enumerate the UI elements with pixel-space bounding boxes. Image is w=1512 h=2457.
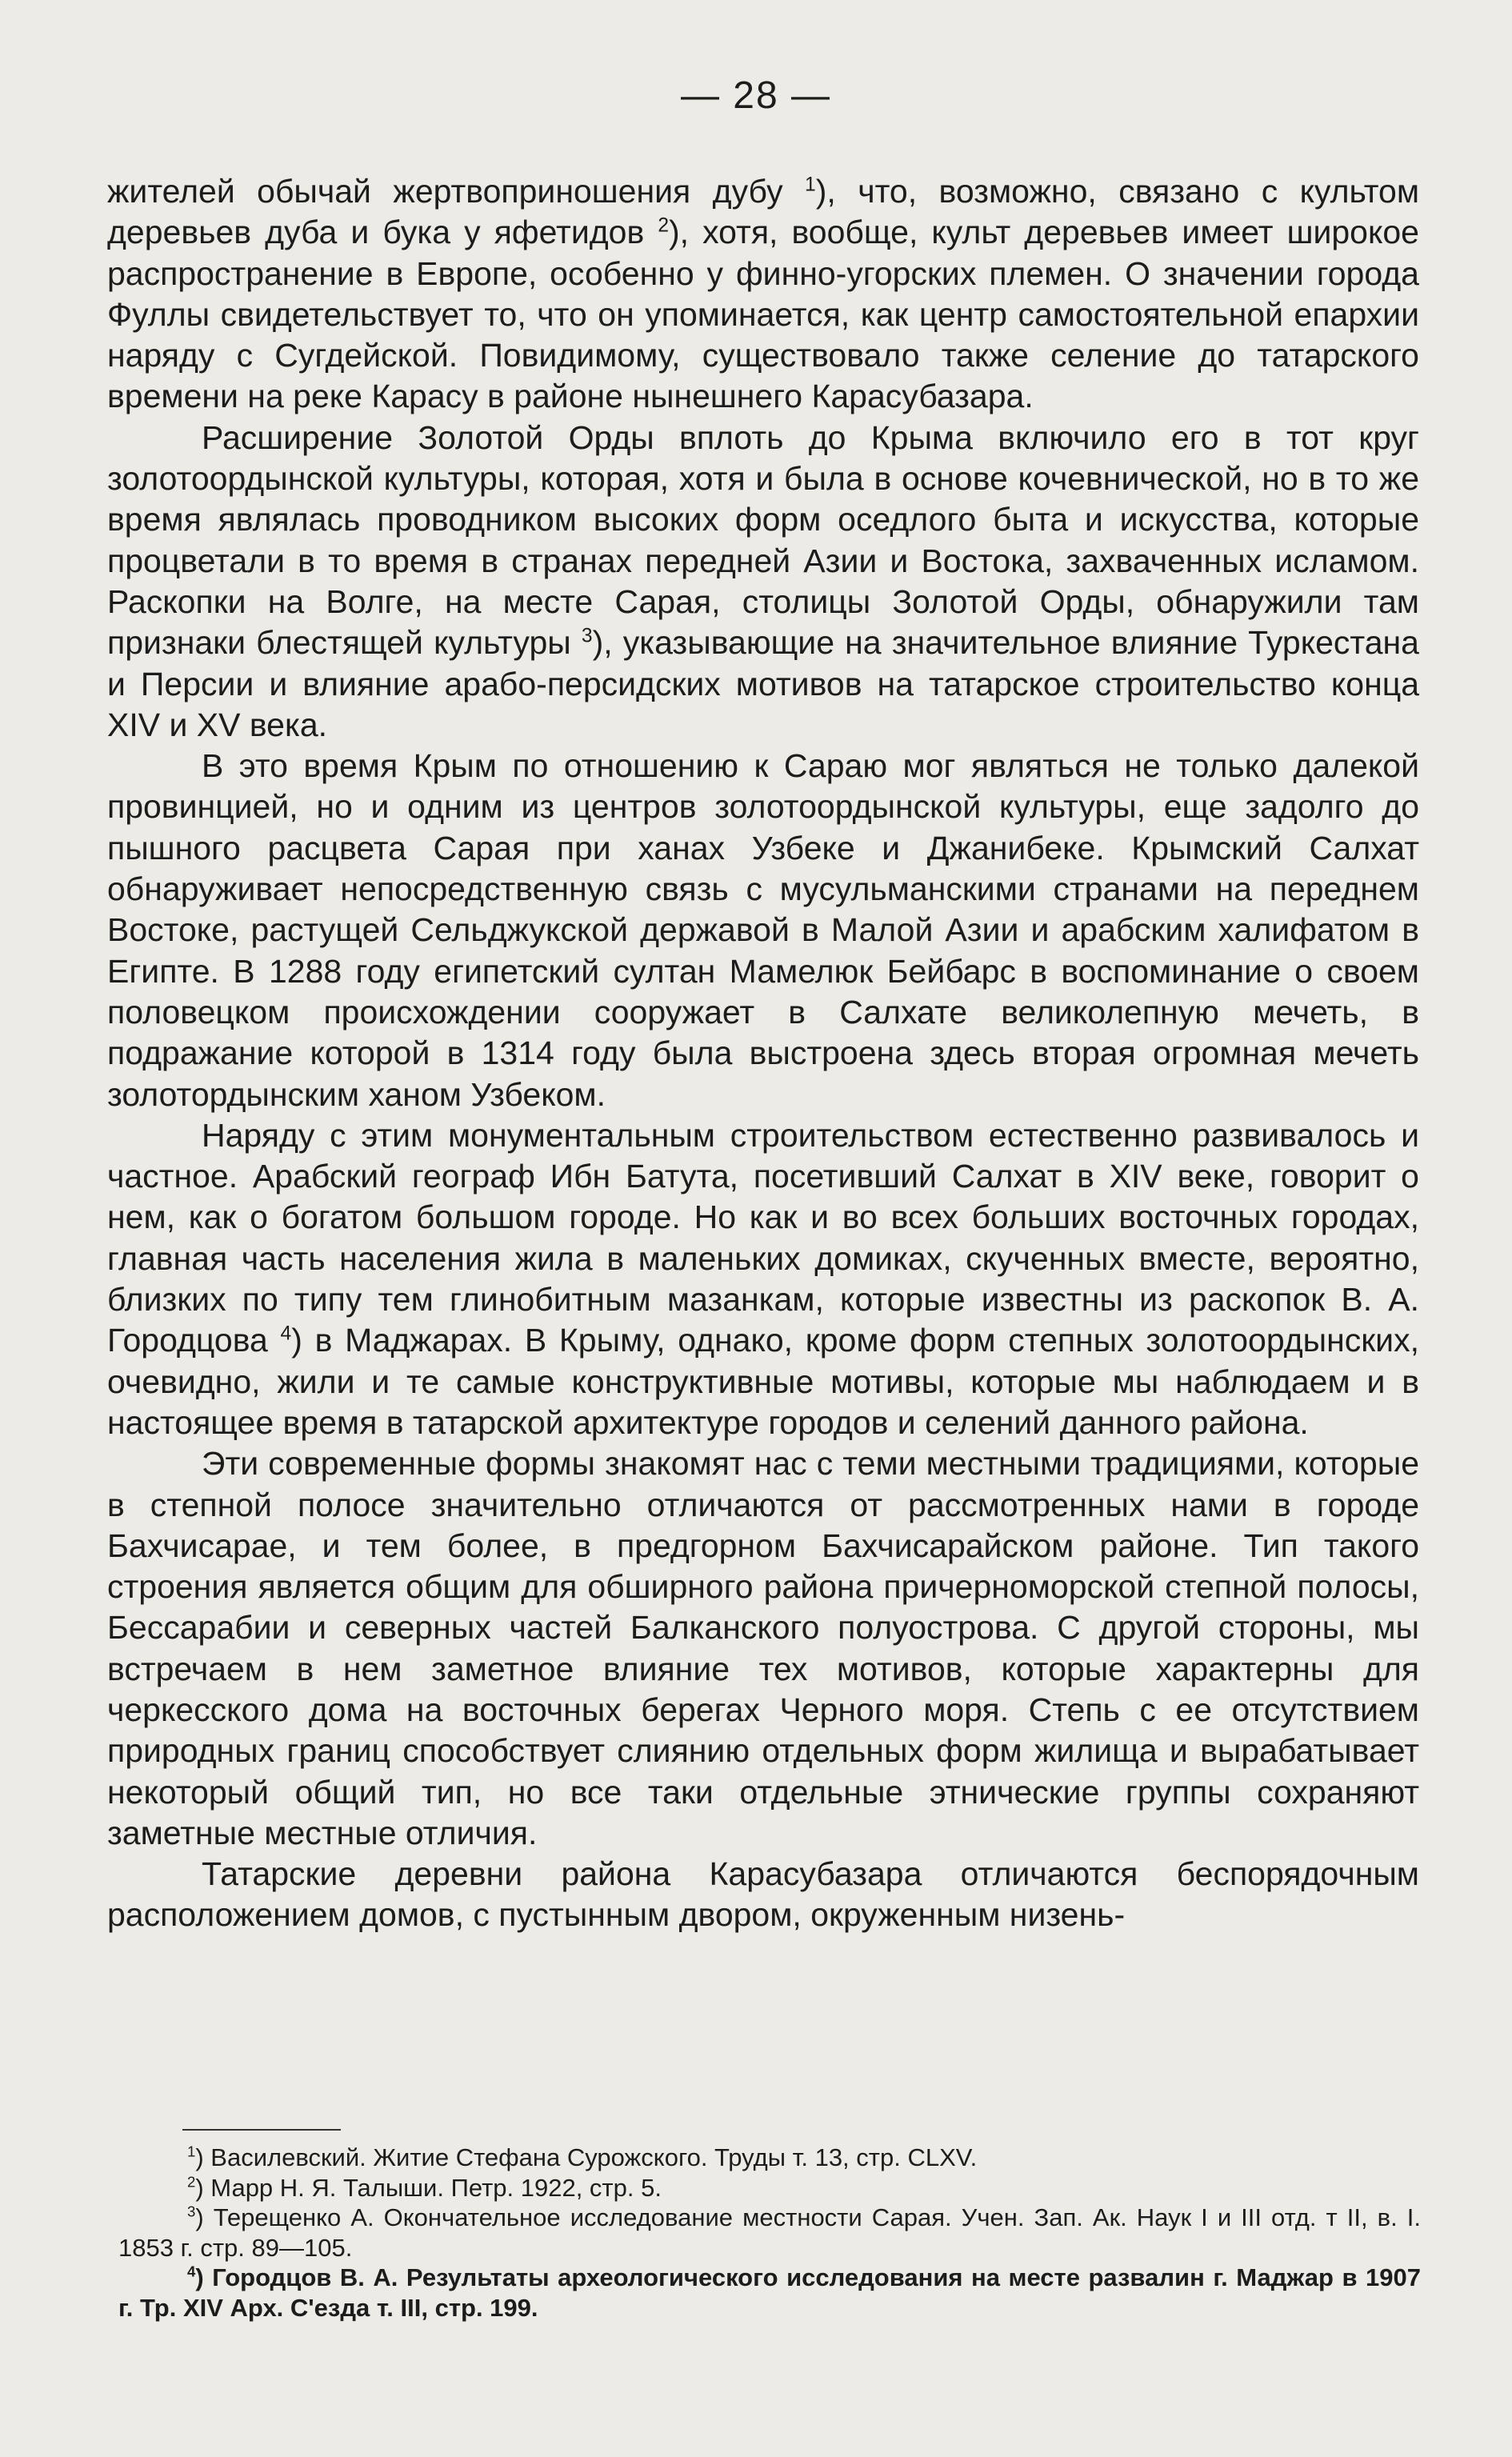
footnote-text: ) Марр Н. Я. Талыши. Петр. 1922, стр. 5. <box>195 2173 662 2202</box>
paragraph-text: Расширение Золотой Орды вплоть до Крыма включило его в тот круг золотоордынской культуры, которая, хотя и была в основе кочевнической, но в то же время являлась проводником высоких форм оседлого быта и искусства, которые процветали в то время в странах передней Азии и Востока, захваченных исламом. Раскопки на Волге, на месте Сарая, столицы Золотой Орды, обнаружили там признаки блестящей культуры <box>107 418 1419 662</box>
footnote <box>118 2143 1421 2173</box>
paragraph-text: В это время Крым по отношению к Сараю мог являться не только далекой провинцией, но и одним из центров золотоордынской культуры, еще задолго до пышного расцвета Сарая при ханах Узбеке и Джанибеке. Крымский Салхат обнаруживает непосредственную связь с мусульманскими странами на переднем Востоке, растущей Сельджукской державой в Малой Азии и арабским халифатом в Египте. В 1288 году египетский султан Мамелюк Бейбарс в воспоминание о своем половецком происхождении сооружает в Салхате великолепную мечеть, в подражание которой в 1314 году была выстроена здесь вторая огромная мечеть золотордынским ханом Узбеком. <box>107 747 1419 1113</box>
paragraph-text: Наряду с этим монументальным строительством естественно развивалось и частное. Арабский географ Ибн Батута, посетивший Салхат в XIV веке, говорит о нем, как о богатом большом городе. Но как и во всех больших восточных городах, главная часть населения жила в маленьких домиках, скученных вместе, вероятно, близких по типу тем глинобитным мазанкам, которые известны из раскопок В. А. Городцова <box>107 1116 1419 1359</box>
footnote-ref: 4 <box>280 1323 292 1345</box>
paragraph-text: ) в Маджарах. В Крыму, однако, кроме форм степных золотоордынских, очевидно, жили и те самые конструктивные мотивы, которые мы наблюдаем и в настоящее время в татарской архитектуре городов и селений данного района. <box>107 1322 1419 1441</box>
page-number: — 28 — <box>680 74 832 117</box>
footnote-ref: 1 <box>805 174 816 196</box>
footnotes <box>118 2143 1421 2323</box>
footnote-mark: 4 <box>187 2263 196 2280</box>
footnote-ref: 3 <box>581 625 593 647</box>
footnote-separator <box>182 2129 341 2131</box>
paragraph <box>107 1115 1419 1443</box>
footnote <box>118 2173 1421 2203</box>
paragraph <box>107 418 1419 746</box>
paragraph-text: ), что, возможно, связано с культом деревьев дуба и бука у яфетидов <box>107 173 1420 251</box>
paragraph-text: ), хотя, вообще, культ деревьев имеет широкое распространение в Европе, особенно у финно-угорских племен. О значении города Фуллы свидетельствует то, что он упоминается, как центр самостоятельной епархии наряду с Сугдейской. Повидимому, существовало также селение до татарского времени на реке Карасу в районе нынешнего Карасубазара. <box>107 214 1419 415</box>
footnote <box>118 2263 1421 2323</box>
paragraph-text: ), указывающие на значительное влияние Туркестана и Персии и влияние арабо-персидских мотивов на татарское строительство конца XIV и XV века. <box>107 624 1419 743</box>
footnote-mark: 1 <box>187 2143 196 2160</box>
footnote-mark: 2 <box>187 2173 196 2191</box>
paragraph-text: жителей обычай жертвоприношения дубу <box>107 173 806 210</box>
footnote-text: ) Городцов В. А. Результаты археологического исследования на месте развалин г. Маджар в 1907 г. Тр. XIV Арх. С'езда т. III, стр. 199. <box>118 2263 1421 2322</box>
body-text <box>107 171 1419 1936</box>
footnote <box>118 2203 1421 2263</box>
footnote-ref: 2 <box>658 214 669 237</box>
paragraph-text: Эти современные формы знакомят нас с теми местными традициями, которые в степной полосе значительно отличаются от рассмотренных нами в городе Бахчисарае, и тем более, в предгорном Бахчисарайском районе. Тип такого строения является общим для обширного района причерноморской степной полосы, Бессарабии и северных частей Балканского полуострова. С другой стороны, мы встречаем в нем заметное влияние тех мотивов, которые характерны для черкесского дома на восточных берегах Черного моря. Степь с ее отсутствием природных границ способствует слиянию отдельных форм жилища и вырабатывает некоторый общий тип, но все таки отдельные этнические группы сохраняют заметные местные отличия. <box>107 1445 1419 1851</box>
paragraph <box>107 171 1419 418</box>
paragraph-text: Татарские деревни района Карасубазара отличаются беспорядочным расположением домов, с пустынным двором, окруженным низень- <box>107 1855 1419 1934</box>
footnote-mark: 3 <box>187 2203 196 2220</box>
paragraph <box>107 1443 1419 1854</box>
paragraph <box>107 746 1419 1115</box>
paragraph <box>107 1854 1419 1936</box>
footnote-text: ) Василевский. Житие Стефана Сурожского. Труды т. 13, стр. CLXV. <box>195 2143 978 2171</box>
footnote-text: ) Терещенко А. Окончательное исследование местности Сарая. Учен. Зап. Ак. Наук I и III отд. т II, в. I. 1853 г. стр. 89—105. <box>118 2203 1421 2262</box>
